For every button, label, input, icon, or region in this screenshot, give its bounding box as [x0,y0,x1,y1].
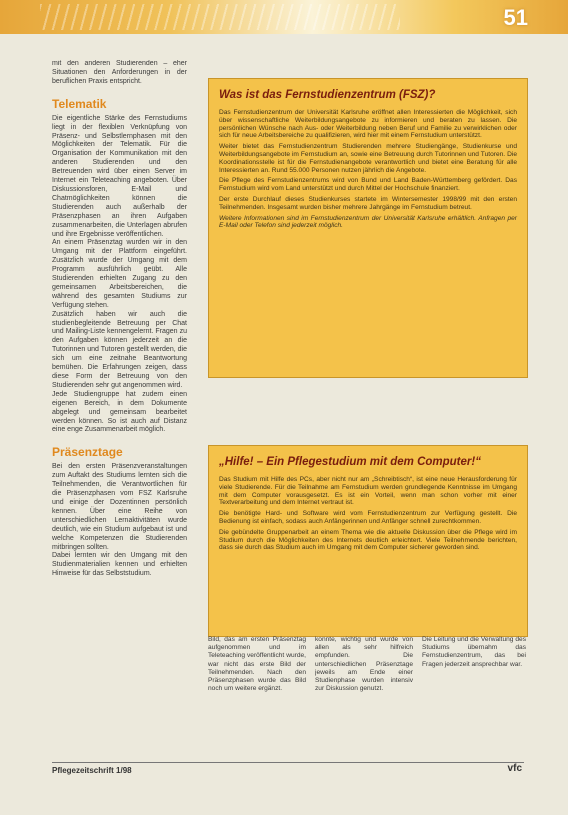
computer-paragraph-2: Die benötigte Hard- und Software wird vom Fernstudienzentrum zur Verfügung gestellt. Die Bedienung ist einfach, sodass auch Anfängerinnen und Anfänger schnell zurechtkommen. [219,510,517,525]
left-column [52,60,187,750]
header-decoration [40,4,400,30]
bottom-column-1 [208,636,306,746]
computer-paragraph-1: Das Studium mit Hilfe des PCs, aber nicht nur am „Schreibtisch“, ist eine neue Herausforderung für viele Studierende. Für die Teilnahme am Fernstudium werden grundlegende Kenntnisse im Umgang mit dem Computer vorausgesetzt. Es ist ein Vorteil, wenn man schon vorher mit einer Textverarbeitung und dem Internet vertraut ist. [219,476,517,507]
praesenz-paragraph-2: Dabei lernten wir den Umgang mit den Studienmaterialien kennen und erhielten Hinweise für das Selbststudium. [52,552,187,578]
praesenz-paragraph-1: Bei den ersten Präsenzveranstaltungen zum Auftakt des Studiums lernten sich die Teilnehmenden, die Verantwortlichen für die Präsenzphasen vom FSZ Karlsruhe und einige der Dozentinnen persönlich kennen. Über eine Reihe von unterschiedlichen Lernaktivitäten wurde deutlich, wie ein Studium aufgebaut ist und welche Kompetenzen die Studierenden mitbringen sollten. [52,463,187,551]
telematik-paragraph-2: An einem Präsenztag wurden wir in den Umgang mit der Plattform eingeführt. Zusätzlich wurde der Umgang mit dem Programm ausführlich geübt. Alle Studierenden erhielten Zugang zu den gemeinsamen Arbeitsbereichen, die während des gesamten Studiums zur Verfügung stehen. [52,239,187,309]
page-number: 51 [503,5,528,30]
fsz-paragraph-2: Weiter bietet das Fernstudienzentrum Studierenden mehrere Studiengänge, Studienkurse und Weiterbildungsangebote im Fernstudium an, sowie eine Betreuung durch Tutorinnen und Tutoren. Die Koordinationsstelle ist für die Fernstudienangebote verantwortlich und bietet eine Beratung für alle Interessierten an. Rund 55.000 Personen nutzen jährlich die Angebote. [219,143,517,174]
telematik-paragraph-1: Die eigentliche Stärke des Fernstudiums liegt in der flexiblen Verknüpfung von Präsenz- und Selbstlernphasen mit den Möglichkeiten der Telematik. Für die Organisation der Kommunikation mit den anderen Studierenden und den Betreuenden wird über einen Server im Internet ein Teleteaching angeboten. Über Diskussionsforen, E-Mail und Chatmöglichkeiten können die Studierenden auch außerhalb der Präsenzphasen an ihren Aufgaben zusammenarbeiten, die Unterlagen abrufen und ihre Ergebnisse veröffentlichen. [52,114,187,238]
publisher-logo: vfc [507,763,522,774]
fsz-paragraph-5: Weitere Informationen sind im Fernstudienzentrum der Universität Karlsruhe erhältlich. Anfragen per E-Mail oder Telefon sind jederzeit möglich. [219,214,517,230]
bottom-column-3 [422,636,526,746]
computer-paragraph-3: Die gebündelte Gruppenarbeit an einem Thema wie die aktuelle Diskussion über die Pflege wird im Studium durch die Möglichkeiten des Internets deutlich erleichtert. Viele Teilnehmende berichten, dass sie durch das Studium auch im Umgang mit dem Computer sicherer geworden sind. [219,528,517,552]
intro-text: mit den anderen Studierenden – eher Situationen den Anforderungen in der beruflichen Praxis entspricht. [52,60,187,85]
bottom-text-2: konnte, wichtig und wurde von allen als sehr hilfreich empfunden. Die unterschiedlichen Präsenztage jeweils am Ende einer Studienphase wurden intensiv zur Diskussion genutzt. [315,636,413,693]
info-box-computer [208,445,528,637]
bottom-column-2 [315,636,413,746]
heading-telematik: Telematik [52,96,107,111]
telematik-paragraph-3: Zusätzlich haben wir auch die studienbegleitende Betreuung per Chat und Mailing-Liste kennengelernt. Fragen zu den Aufgaben können jederzeit an die Tutorinnen und Tutoren gestellt werden, die sich um eine zeitnahe Beantwortung bemühen. Die Erfahrungen zeigen, dass diese Form der Betreuung von den Studierenden sehr gut angenommen wird. [52,310,187,389]
fsz-paragraph-3: Die Pflege des Fernstudienzentrums wird von Bund und Land Baden-Württemberg gefördert. Das Fernstudium wird vom Land unterstützt und durch Mittel der Hochschule finanziert. [219,177,517,193]
magazine-name: Pflegezeitschrift 1/98 [52,766,132,775]
info-box-fsz [208,78,528,378]
footer-divider [52,762,524,763]
info-box-computer-title: „Hilfe! – Ein Pflegestudium mit dem Computer!“ [219,456,481,468]
telematik-paragraph-4: Jede Studiengruppe hat zudem einen eigenen Bereich, in dem Dokumente abgelegt und gemeinsam bearbeitet werden können. So ist auch auf Distanz eine enge Zusammenarbeit möglich. [52,390,187,434]
heading-praesenztage: Präsenztage [52,445,123,460]
header-band [0,0,568,34]
fsz-paragraph-1: Das Fernstudienzentrum der Universität Karlsruhe eröffnet allen Interessierten die Möglichkeit, sich über wissenschaftliche Weiterbildungsangebote zu informieren und beraten zu lassen. Die persönlichen Wünsche nach Aus- oder Weiterbildung neben Beruf und Familie zu verwirklichen oder sich für neue Arbeitsbereiche zu qualifizieren, wird hier mit einem Fernstudium unterstützt. [219,109,517,140]
info-box-fsz-title: Was ist das Fernstudienzentrum (FSZ)? [219,89,436,101]
fsz-paragraph-4: Der erste Durchlauf dieses Studienkurses startete im Wintersemester 1998/99 mit den ersten Teilnehmenden. Insgesamt wurden bisher mehrere Jahrgänge im Fernstudium betreut. [219,195,517,211]
bottom-text-3: Die Leitung und die Verwaltung des Studiums übernahm das Fernstudienzentrum, das bei Fragen jederzeit ansprechbar war. [422,636,526,668]
bottom-text-1: Bild, das am ersten Präsenztag aufgenommen und im Teleteaching veröffentlicht wurde, war nicht das erste Bild der Teilnehmenden. Nach den Präsenzphasen wurde das Bild noch um weitere ergänzt. [208,636,306,693]
